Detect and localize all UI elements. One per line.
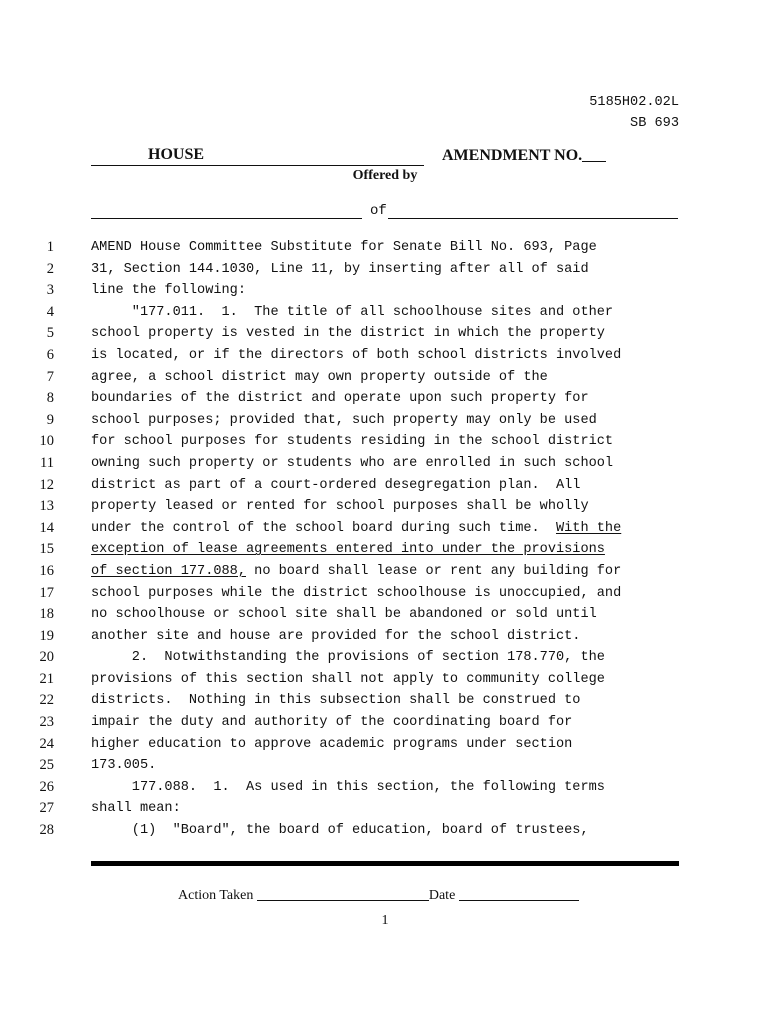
line-text-inserted: With the <box>555 520 622 536</box>
body-line <box>0 798 770 820</box>
line-text-inserted: exception of lease agreements entered into under the provisions <box>91 542 605 558</box>
line-text <box>91 453 613 475</box>
line-text <box>91 583 621 605</box>
line-number: 8 <box>46 390 54 407</box>
body-line <box>0 280 770 302</box>
line-number: 28 <box>39 822 54 839</box>
line-number: 11 <box>40 454 54 471</box>
line-text <box>91 302 613 324</box>
line-text <box>91 690 580 712</box>
line-text-plain: shall mean: <box>91 801 181 817</box>
date-blank <box>459 886 579 901</box>
line-number: 27 <box>39 800 54 817</box>
line-text <box>91 734 572 756</box>
line-number: 2 <box>46 260 54 277</box>
line-number: 24 <box>39 735 54 752</box>
line-text-plain: school purposes while the district schoolhouse is unoccupied, and <box>91 585 622 601</box>
sponsor-name-blank <box>91 203 362 219</box>
line-text-plain: under the control of the school board during such time. <box>91 520 556 536</box>
amendment-number-blank <box>582 146 606 162</box>
line-text-plain: 2. Notwithstanding the provisions of section 178.770, the <box>91 650 605 666</box>
line-text <box>91 626 580 648</box>
date-label: Date <box>428 888 456 903</box>
footer-rule <box>91 861 679 866</box>
body-line <box>0 712 770 734</box>
line-text-plain: districts. Nothing in this subsection shall be construed to <box>91 693 581 709</box>
line-number: 15 <box>39 541 54 558</box>
body-line <box>0 518 770 540</box>
body-line <box>0 410 770 432</box>
of-label: of <box>370 203 387 219</box>
line-text <box>91 345 621 367</box>
body-line <box>0 475 770 497</box>
line-number: 21 <box>39 670 54 687</box>
line-text-plain: no schoolhouse or school site shall be abandoned or sold until <box>91 607 597 623</box>
line-text <box>91 518 621 540</box>
line-number: 10 <box>39 433 54 450</box>
sponsor-district-blank <box>388 203 678 219</box>
line-text-plain: agree, a school district may own property outside of the <box>91 369 548 385</box>
line-text <box>91 647 605 669</box>
line-text <box>91 777 605 799</box>
line-number: 4 <box>46 303 54 320</box>
line-number: 17 <box>39 584 54 601</box>
line-text-plain: for school purposes for students residing in the school district <box>91 434 614 450</box>
body-line <box>0 583 770 605</box>
action-taken-label: Action Taken <box>178 888 254 903</box>
line-number: 3 <box>46 282 54 299</box>
body-line <box>0 561 770 583</box>
line-text-plain: boundaries of the district and operate upon such property for <box>91 391 589 407</box>
line-text <box>91 388 589 410</box>
line-text <box>91 410 597 432</box>
sponsor-row <box>91 203 679 221</box>
line-text-plain: impair the duty and authority of the coordinating board for <box>91 715 573 731</box>
line-text-plain: 173.005. <box>91 758 157 774</box>
line-number: 22 <box>39 692 54 709</box>
bill-code: 5185H02.02L <box>589 95 679 110</box>
line-number: 7 <box>46 368 54 385</box>
body-line <box>0 345 770 367</box>
line-number: 12 <box>39 476 54 493</box>
body-line <box>0 453 770 475</box>
line-text <box>91 431 613 453</box>
amendment-body <box>0 237 770 842</box>
line-number: 23 <box>39 714 54 731</box>
line-text <box>91 820 589 842</box>
line-text-inserted: of section 177.088, <box>91 563 246 579</box>
body-line <box>0 323 770 345</box>
line-text-plain: "177.011. 1. The title of all schoolhouse sites and other <box>91 304 614 320</box>
line-text-plain: school purposes; provided that, such property may only be used <box>91 412 597 428</box>
line-text <box>91 259 589 281</box>
body-line <box>0 431 770 453</box>
line-number: 9 <box>46 411 54 428</box>
line-text-plain: property leased or rented for school purposes shall be wholly <box>91 499 589 515</box>
line-number: 19 <box>39 627 54 644</box>
body-line <box>0 690 770 712</box>
chamber-label: HOUSE <box>148 146 205 163</box>
offered-by-label: Offered by <box>352 168 418 183</box>
line-text-plain: (1) "Board", the board of education, board of trustees, <box>91 823 589 839</box>
line-text <box>91 323 605 345</box>
body-line <box>0 669 770 691</box>
line-text-plain: 31, Section 144.1030, Line 11, by inserting after all of said <box>91 261 589 277</box>
line-text-plain: 177.088. 1. As used in this section, the following terms <box>91 779 605 795</box>
line-text-plain: owning such property or students who are enrolled in such school <box>91 455 614 471</box>
line-text-plain: district as part of a court-ordered desegregation plan. All <box>91 477 581 493</box>
line-number: 13 <box>39 498 54 515</box>
line-text <box>91 604 597 626</box>
line-text <box>91 561 621 583</box>
line-text-plain: provisions of this section shall not apply to community college <box>91 671 605 687</box>
line-number: 20 <box>39 649 54 666</box>
body-line <box>0 388 770 410</box>
bill-number: SB 693 <box>630 116 679 131</box>
line-number: 6 <box>46 346 54 363</box>
body-line <box>0 820 770 842</box>
body-line <box>0 647 770 669</box>
body-line <box>0 734 770 756</box>
line-number: 14 <box>39 519 54 536</box>
page-number: 1 <box>381 913 389 928</box>
line-text <box>91 496 589 518</box>
body-line <box>0 496 770 518</box>
line-text <box>91 280 246 302</box>
amendment-number-label <box>442 146 606 165</box>
amendment-header <box>91 145 679 167</box>
line-text <box>91 367 548 389</box>
line-text <box>91 798 181 820</box>
line-text <box>91 475 580 497</box>
body-line <box>0 539 770 561</box>
bill-identifier <box>589 92 679 134</box>
line-text <box>91 712 572 734</box>
body-line <box>0 626 770 648</box>
line-text-plain: higher education to approve academic programs under section <box>91 736 573 752</box>
body-line <box>0 755 770 777</box>
line-text <box>91 539 605 561</box>
line-text-plain: AMEND House Committee Substitute for Senate Bill No. 693, Page <box>91 240 597 255</box>
line-number: 18 <box>39 606 54 623</box>
body-line <box>0 259 770 281</box>
body-line <box>0 367 770 389</box>
line-text-plain: is located, or if the directors of both school districts involved <box>91 347 622 363</box>
line-number: 1 <box>46 239 54 255</box>
body-line <box>0 777 770 799</box>
house-blank-line <box>91 145 424 166</box>
line-text <box>91 755 156 777</box>
body-line <box>0 302 770 324</box>
line-text <box>91 669 605 691</box>
line-text-plain-after: no board shall lease or rent any building for <box>246 563 622 579</box>
line-text-plain: line the following: <box>91 283 246 299</box>
line-number: 16 <box>39 562 54 579</box>
line-number: 26 <box>39 778 54 795</box>
body-line <box>0 604 770 626</box>
line-text-plain: another site and house are provided for the school district. <box>91 628 581 644</box>
action-taken-row <box>178 886 579 904</box>
line-text <box>91 237 597 259</box>
amendment-label-text: AMENDMENT NO. <box>442 147 583 164</box>
line-text-plain: school property is vested in the district in which the property <box>91 326 605 342</box>
action-taken-blank <box>257 886 429 901</box>
body-line <box>0 237 770 259</box>
line-number: 25 <box>39 757 54 774</box>
line-number: 5 <box>46 325 54 342</box>
